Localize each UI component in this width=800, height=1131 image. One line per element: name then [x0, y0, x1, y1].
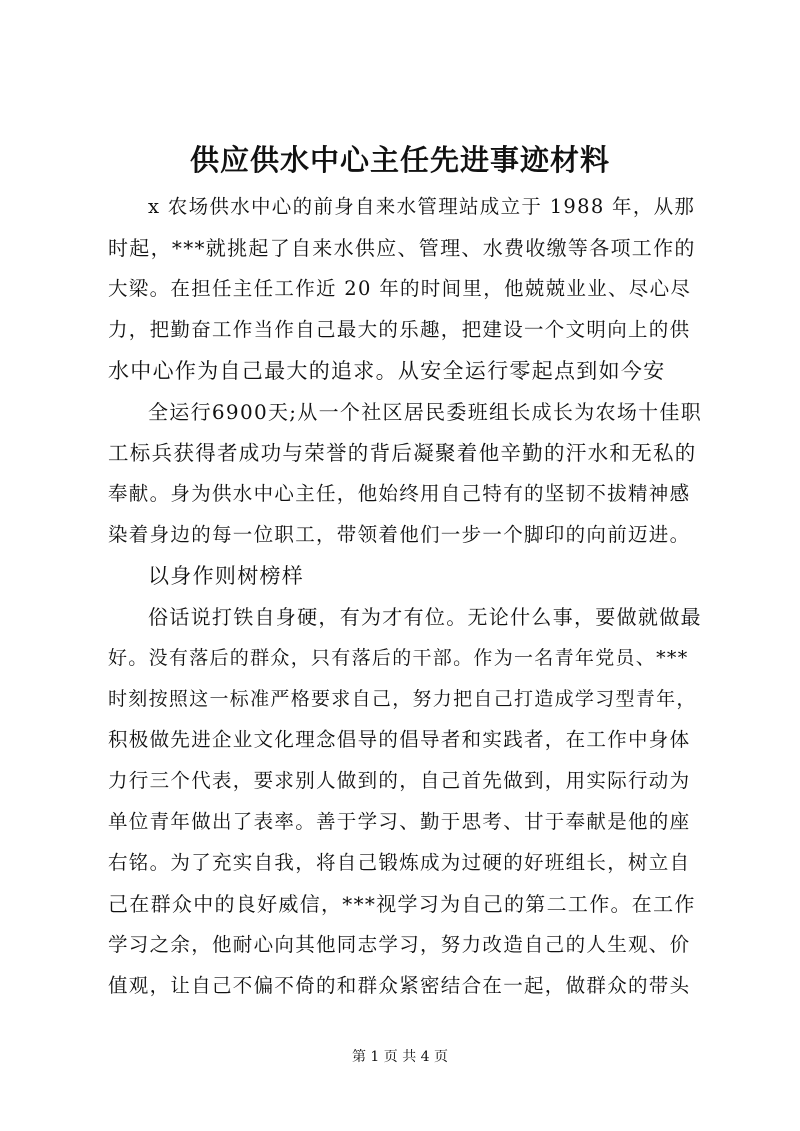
text-line: 时刻按照这一标准严格要求自己，努力把自己打造成学习型青年， [108, 688, 697, 710]
text-line: 力，把勤奋工作当作自己最大的乐趣，把建设一个文明向上的供 [108, 318, 691, 341]
text-line: 右铭。为了充实自我，将自己锻炼成为过硬的好班组长，树立自 [108, 851, 691, 874]
text-line: 俗话说打铁自身硬，有为才有位。无论什么事，要做就做最 [148, 605, 702, 629]
text-line: 学习之余，他耐心向其他同志学习，努力改造自己的人生观、价 [108, 933, 691, 956]
text-line: 时起，***就挑起了自来水供应、管理、水费收缴等各项工作的 [108, 236, 696, 260]
text-line: 值观，让自己不偏不倚的和群众紧密结合在一起，做群众的带头 [108, 974, 691, 997]
text-line: 工标兵获得者成功与荣誉的背后凝聚着他辛勤的汗水和无私的 [108, 441, 697, 465]
text-line: 积极做先进企业文化理念倡导的倡导者和实践者，在工作中身体 [108, 728, 691, 751]
text-line: 己在群众中的良好威信，***视学习为自己的第二工作。在工作 [108, 892, 696, 916]
text-line: x 农场供水中心的前身自来水管理站成立于 1988 年，从那 [148, 195, 696, 218]
text-line: 好。没有落后的群众，只有落后的干部。作为一名青年党员、*** [108, 647, 689, 669]
text-line: 全运行6900天;从一个社区居民委班组长成长为农场十佳职 [148, 400, 703, 424]
document-title: 供应供水中心主任先进事迹材料 [189, 143, 610, 177]
text-line: 大梁。在担任主任工作近 20 年的时间里，他兢兢业业、尽心尽 [108, 277, 692, 300]
text-line: 奉献。身为供水中心主任，他始终用自己特有的坚韧不拔精神感 [108, 482, 691, 505]
text-line: 力行三个代表，要求别人做到的，自己首先做到，用实际行动为 [108, 769, 691, 792]
text-line: 水中心作为自己最大的追求。从安全运行零起点到如今安 [108, 359, 666, 383]
text-line: 染着身边的每一位职工，带领着他们一步一个脚印的向前迈进。 [108, 523, 691, 546]
page-footer: 第 1 页 共 4 页 [351, 1049, 449, 1065]
text-line: 单位青年做出了表率。善于学习、勤于思考、甘于奉献是他的座 [108, 810, 691, 833]
section-heading: 以身作则树榜样 [148, 564, 305, 588]
